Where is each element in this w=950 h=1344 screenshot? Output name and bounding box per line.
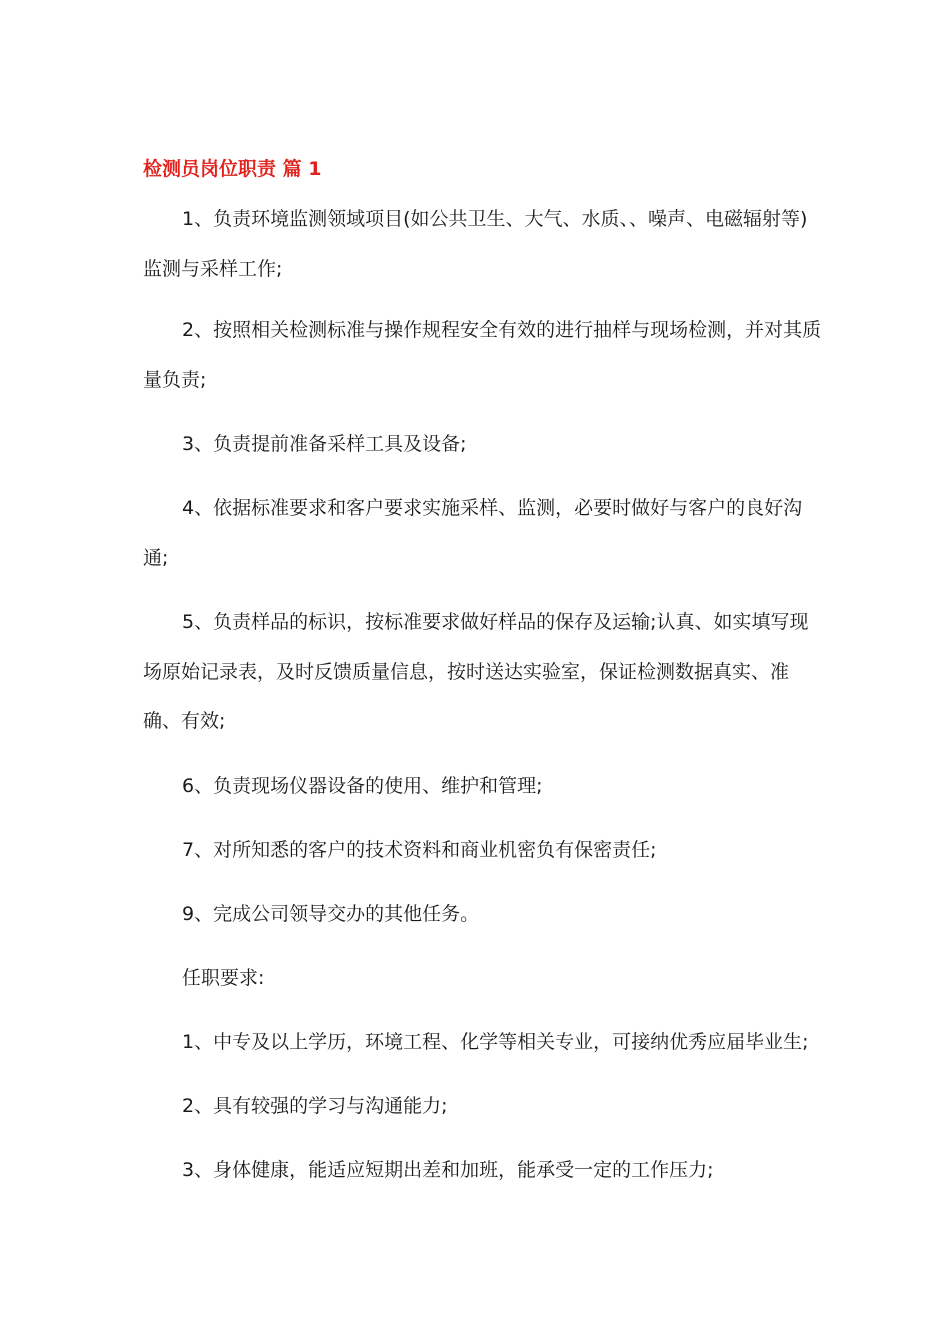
duty-item-7: 7、对所知悉的客户的技术资料和商业机密负有保密责任; — [182, 839, 657, 861]
requirements-heading: 任职要求: — [182, 967, 265, 989]
duty-item-5: 5、负责样品的标识，按标准要求做好样品的保存及运输;认真、如实填写现场原始记录表，及时反馈质量信息，按时送达实验室，保证检测数据真实、准确、有效; — [143, 611, 809, 732]
duty-item-4: 4、依据标准要求和客户要求实施采样、监测，必要时做好与客户的良好沟通; — [143, 497, 803, 569]
duty-item-2: 2、按照相关检测标准与操作规程安全有效的进行抽样与现场检测，并对其质量负责; — [143, 319, 822, 391]
requirement-item-1: 1、中专及以上学历，环境工程、化学等相关专业，可接纳优秀应届毕业生; — [182, 1031, 809, 1053]
duty-item-3: 3、负责提前准备采样工具及设备; — [182, 433, 467, 455]
duty-item-6: 6、负责现场仪器设备的使用、维护和管理; — [182, 775, 543, 797]
page-title: 检测员岗位职责 篇 1 — [143, 158, 322, 180]
duty-item-1: 1、负责环境监测领域项目(如公共卫生、大气、水质、、噪声、电磁辐射等)监测与采样工作; — [143, 208, 808, 280]
requirement-item-3: 3、身体健康，能适应短期出差和加班，能承受一定的工作压力; — [182, 1159, 714, 1181]
requirement-item-2: 2、具有较强的学习与沟通能力; — [182, 1095, 448, 1117]
duty-item-9: 9、完成公司领导交办的其他任务。 — [182, 903, 480, 925]
